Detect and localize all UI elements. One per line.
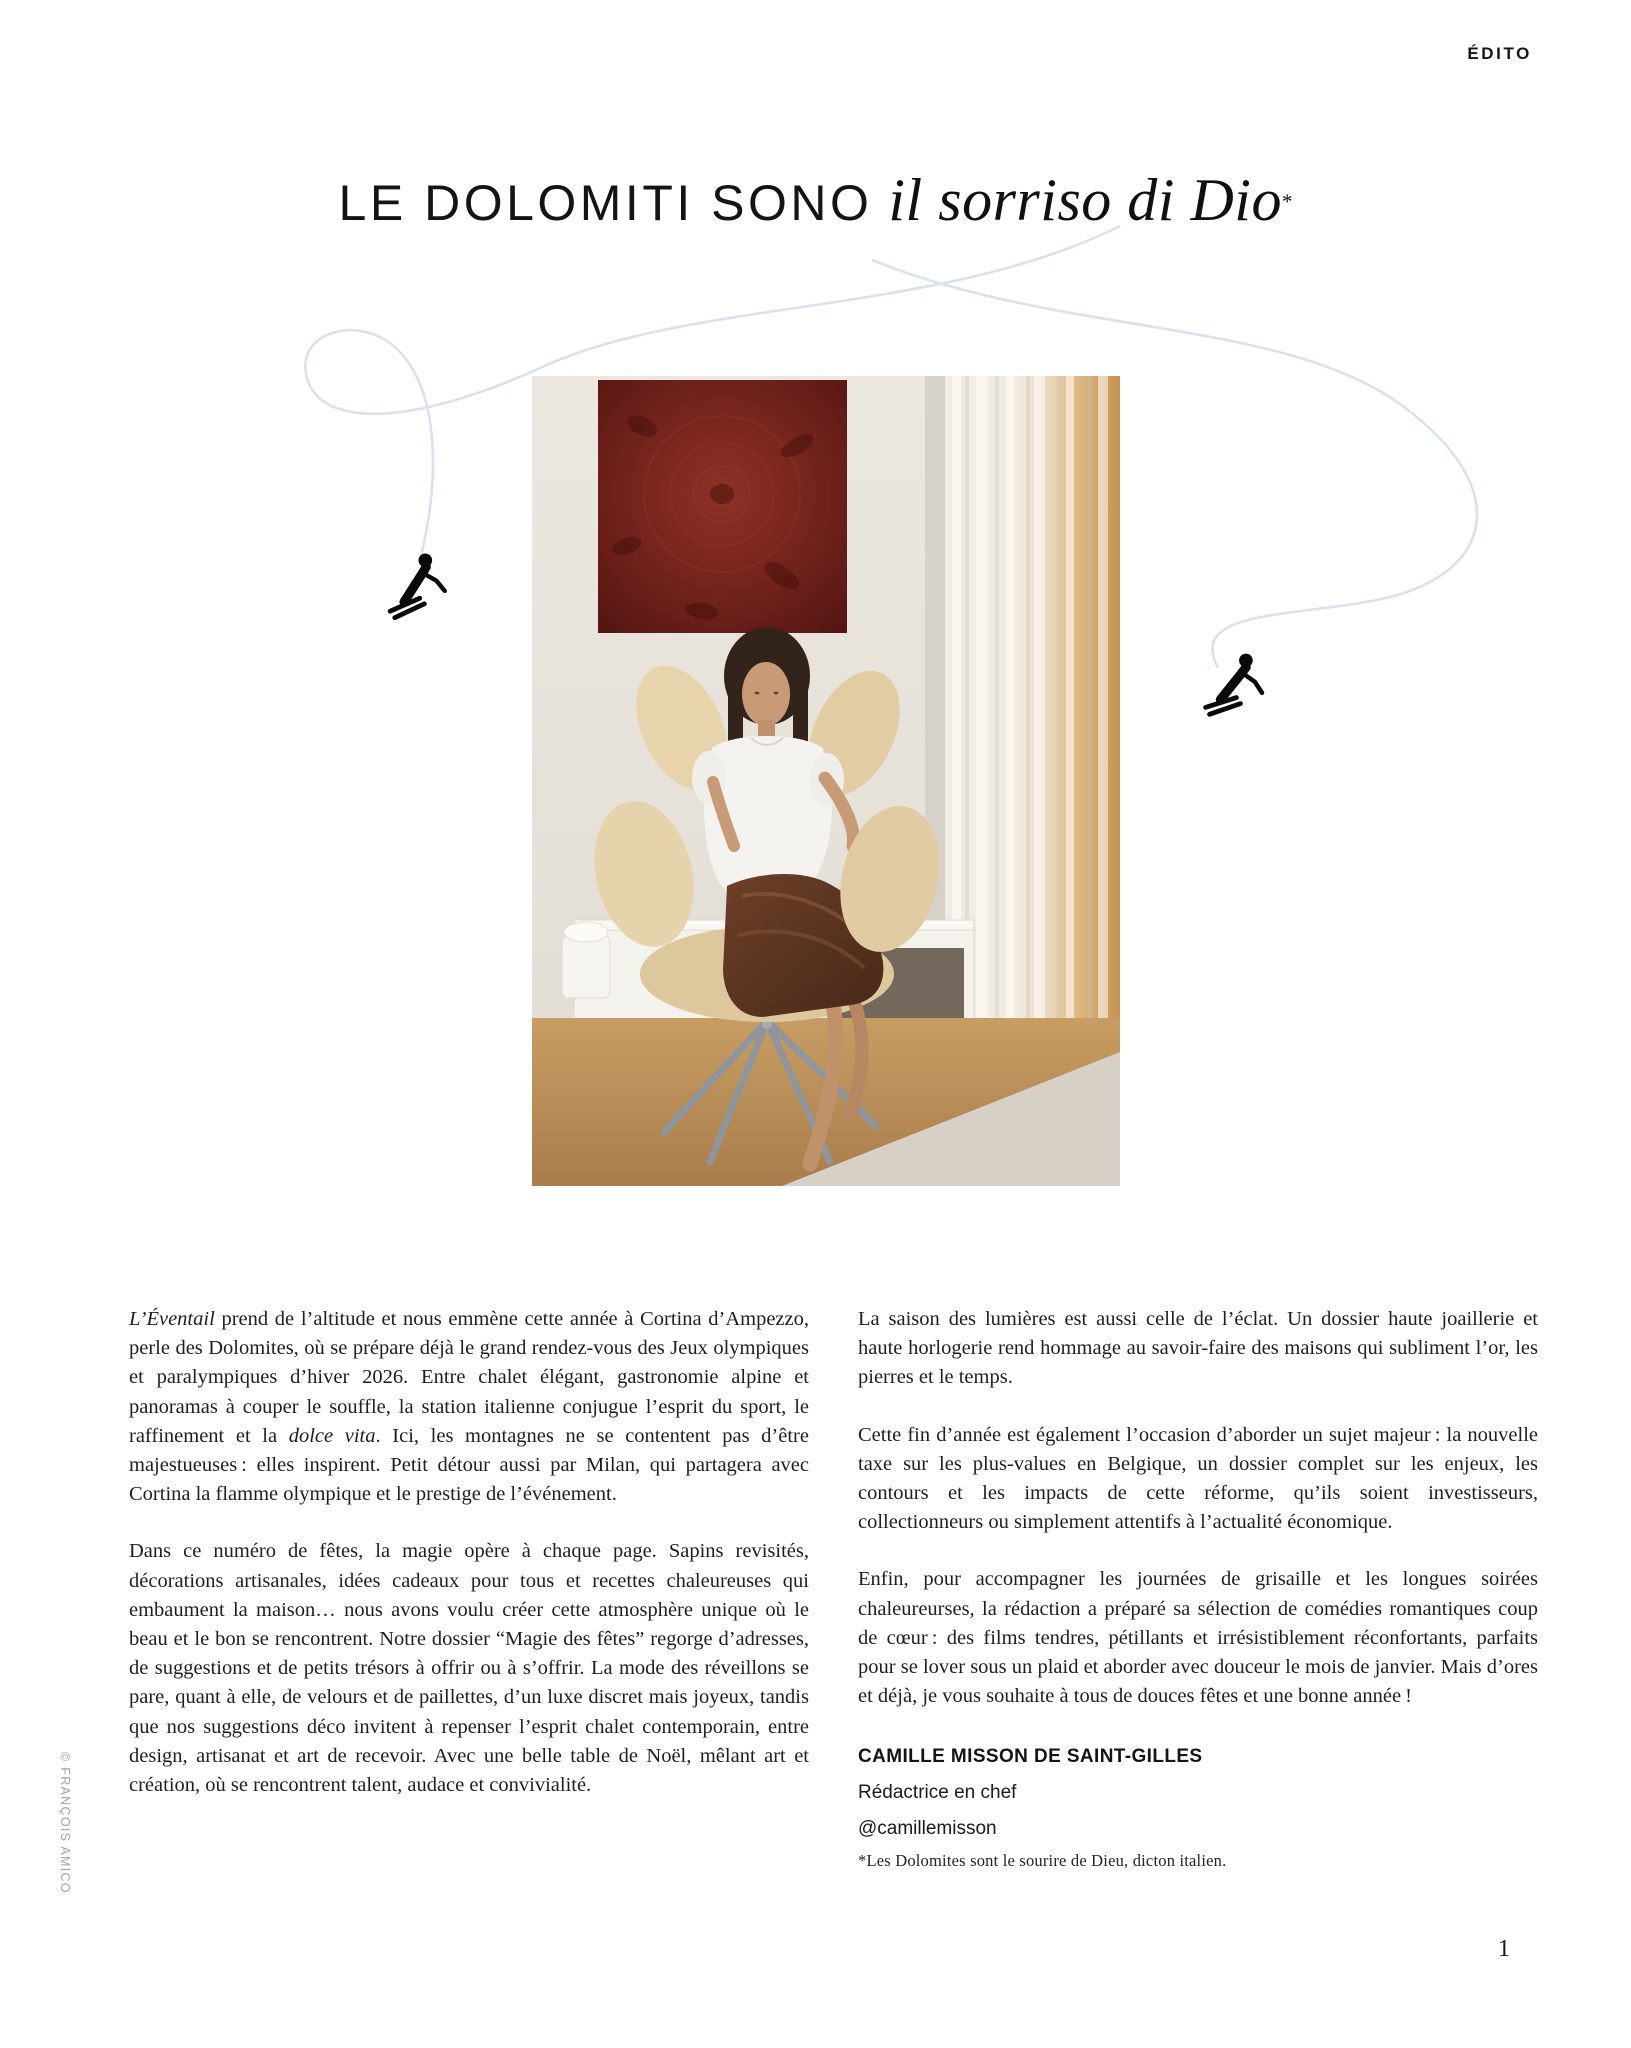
table-lamp: [562, 922, 610, 998]
paragraph: La saison des lumières est aussi celle de l’éclat. Un dossier haute joaillerie et haute horlogerie rend hommage au savoir-faire des maisons qui subliment l’or, les pierres et le temps.: [858, 1308, 1538, 1389]
title-italic-part: il sorriso di Dio: [888, 167, 1282, 233]
photo-scene: [532, 376, 1120, 1186]
title-footnote: *Les Dolomites sont le sourire de Dieu, dicton italien.: [858, 1851, 1227, 1871]
photo-credit: © FRANÇOIS AMICO: [58, 1752, 72, 1894]
section-kicker: ÉDITO: [1467, 44, 1532, 63]
page-number: 1: [1498, 1936, 1510, 1962]
column-left: [129, 1305, 809, 1871]
editorial-photo: [532, 376, 1120, 1186]
paragraph: Cette fin d’année est également l’occasion d’aborder un sujet majeur : la nouvelle taxe sur les plus-values en Belgique, un dossier complet sur les enjeux, les contours et les impacts de cette réforme, qu’ils soient investisseurs, collectionneurs ou simplement attentifs à l’actualité économique.: [858, 1423, 1538, 1534]
author-name: CAMILLE MISSON DE SAINT-GILLES: [858, 1746, 1203, 1768]
author-role: Rédactrice en chef: [858, 1782, 1017, 1804]
author-handle: @camillemisson: [858, 1818, 997, 1840]
paragraph: Dans ce numéro de fêtes, la magie opère à chaque page. Sapins revisités, décorations artisanales, idées cadeaux pour tous et recettes chaleureuses qui embaument la maison… nous avons voulu créer cette atmosphère unique où le beau et le bon se rencontrent. Notre dossier “Magie des fêtes” regorge d’adresses, de suggestions et de petits trésors à offrir ou à s’offrir. La mode des réveillons se pare, quant à elle, de velours et de paillettes, d’un luxe discret mais joyeux, tandis que nos suggestions déco invitent à repenser l’esprit chalet contemporain, entre design, artisanat et art de recevoir. Avec une belle table de Noël, mêlant art et création, où se rencontrent talent, audace et convivialité.: [129, 1540, 809, 1797]
signature-block: [858, 1739, 1538, 1871]
skier-icon: [390, 553, 445, 617]
paragraph: Enfin, pour accompagner les journées de grisaille et les longues soirées chaleureurses, la rédaction a préparé sa sélection de comédies romantiques coup de cœur : des films tendres, pétillants et irrésistiblement réconfortants, parfaits pour se lover sous un plaid et aborder avec douceur le mois de janvier. Mais d’ores et déjà, je vous souhaite à tous de douces fêtes et une bonne année !: [858, 1568, 1538, 1708]
title-sans-part: LE DOLOMITI SONO: [338, 175, 873, 231]
body-columns: [129, 1305, 1538, 1871]
column-right: [858, 1305, 1538, 1871]
page-title: [0, 166, 1631, 235]
skier-icon: [1205, 650, 1266, 720]
red-artwork: [598, 380, 847, 633]
paragraph: L’Éventail prend de l’altitude et nous emmène cette année à Cortina d’Ampezzo, perle des Dolomites, où se prépare déjà le grand rendez-vous des Jeux olympiques et paralympiques d’hiver 2026. Entre chalet élégant, gastronomie alpine et panoramas à couper le souffle, la station italienne conjugue l’esprit du sport, le raffinement et la dolce vita. Ici, les montagnes ne se contentent pas d’être majestueuses : elles inspirent. Petit détour aussi par Milan, qui partagera avec Cortina la flamme olympique et le prestige de l’événement.: [129, 1308, 809, 1506]
title-footnote-marker: *: [1281, 189, 1293, 214]
